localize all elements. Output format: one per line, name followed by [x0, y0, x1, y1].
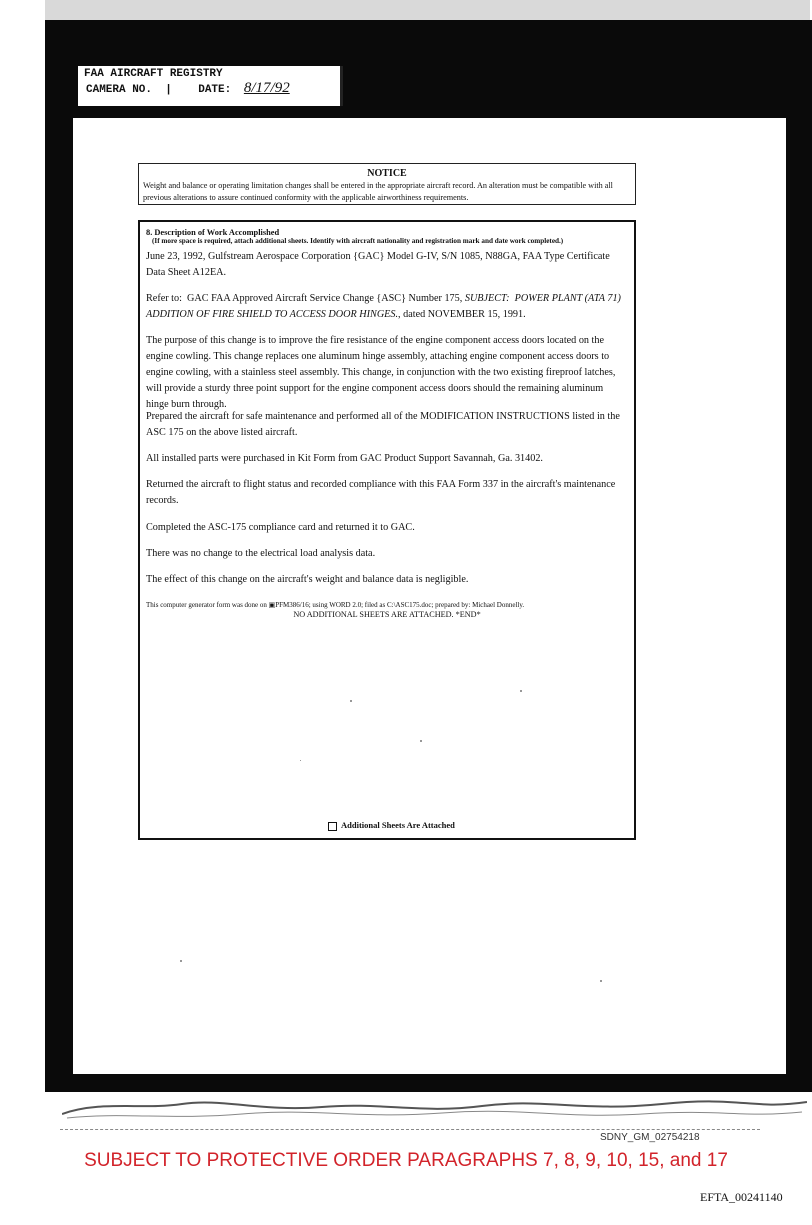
notice-text: Weight and balance or operating limitation changes shall be entered in the appropriate aircraft record. An alteration must be compatible with all previous alterations to assure continued conformity with the applicable airworthiness requirements. — [143, 181, 613, 202]
work-description-box — [138, 220, 636, 840]
additional-sheets-checkbox-row — [328, 820, 455, 831]
stamp-date-label: DATE: — [198, 84, 232, 96]
generator-note: This computer generator form was done on ▣PFM386/16; using WORD 2.0; filed as C:\ASC175.doc; prepared by: Michael Donnelly. — [146, 601, 525, 609]
stamp-camera-label: CAMERA NO. — [86, 84, 153, 96]
additional-sheets-label: Additional Sheets Are Attached — [341, 820, 455, 830]
scan-speck — [350, 700, 352, 702]
paragraph-electrical: There was no change to the electrical load analysis data. — [146, 548, 376, 559]
registry-stamp — [78, 66, 343, 106]
end-note: NO ADDITIONAL SHEETS ARE ATTACHED. *END* — [293, 610, 481, 619]
id-divider — [60, 1129, 760, 1130]
paragraph-compliance-card: Completed the ASC-175 compliance card and returned it to GAC. — [146, 522, 415, 533]
scan-speck — [300, 760, 301, 761]
paragraph-returned: Returned the aircraft to flight status and recorded compliance with this FAA Form 337 in the aircraft's maintenance records. — [146, 479, 616, 506]
section-title: 8. Description of Work Accomplished — [146, 228, 280, 237]
protective-order-banner: SUBJECT TO PROTECTIVE ORDER PARAGRAPHS 7, 8, 9, 10, 15, and 17 — [84, 1150, 728, 1171]
paragraph-parts: All installed parts were purchased in Kit Form from GAC Product Support Savannah, Ga. 31402. — [146, 453, 543, 464]
paragraph-purpose: The purpose of this change is to improve the fire resistance of the engine component access doors located on the engine cowling. This change replaces one aluminum hinge assembly, attaching engine component access doors to engine cowling, with a stainless steel assembly. This change, in conjunction with the two existing fireproof latches, will provide a sturdy three point support for the engine component access doors should the remaining aluminum hinge burn through. — [146, 335, 616, 410]
notice-title: NOTICE — [367, 168, 407, 179]
stamp-date-value: 8/17/92 — [243, 80, 290, 96]
paragraph-aircraft: June 23, 1992, Gulfstream Aerospace Corporation {GAC} Model G-IV, S/N 1085, N88GA, FAA Type Certificate Data Sheet A12EA. — [146, 251, 610, 278]
additional-sheets-checkbox[interactable] — [328, 822, 337, 831]
scan-speck — [180, 960, 182, 962]
notice-box — [138, 163, 636, 205]
scan-frame-right — [786, 20, 812, 1092]
paragraph-weight-balance: The effect of this change on the aircraft's weight and balance data is negligible. — [146, 574, 469, 585]
scan-frame-bottom — [45, 1074, 812, 1092]
paragraph-maintenance: Prepared the aircraft for safe maintenance and performed all of the MODIFICATION INSTRUCTIONS listed in the ASC 175 on the above listed aircraft. — [146, 411, 620, 438]
efta-number: EFTA_00241140 — [700, 1190, 783, 1204]
paragraph-reference: Refer to: GAC FAA Approved Aircraft Service Change {ASC} Number 175, SUBJECT: POWER PLANT (ATA 71) ADDITION OF FIRE SHIELD TO ACCESS DOOR HINGES., dated NOVEMBER 15, 1991. — [146, 293, 621, 320]
stamp-edge — [346, 66, 360, 106]
scan-artifact — [62, 1092, 807, 1122]
stamp-camera-line: CAMERA NO. | DATE: 8/17/92 — [86, 80, 290, 96]
scan-speck — [520, 690, 522, 692]
scan-frame-left — [45, 20, 73, 1092]
section-subtitle: (If more space is required, attach additional sheets. Identify with aircraft nationality and registration mark and date work completed.) — [152, 237, 564, 245]
scan-speck — [420, 740, 422, 742]
document-id: SDNY_GM_02754218 — [600, 1132, 700, 1143]
stamp-registry-label: FAA AIRCRAFT REGISTRY — [84, 68, 223, 80]
scan-top-edge — [45, 0, 810, 20]
scan-speck — [600, 980, 602, 982]
